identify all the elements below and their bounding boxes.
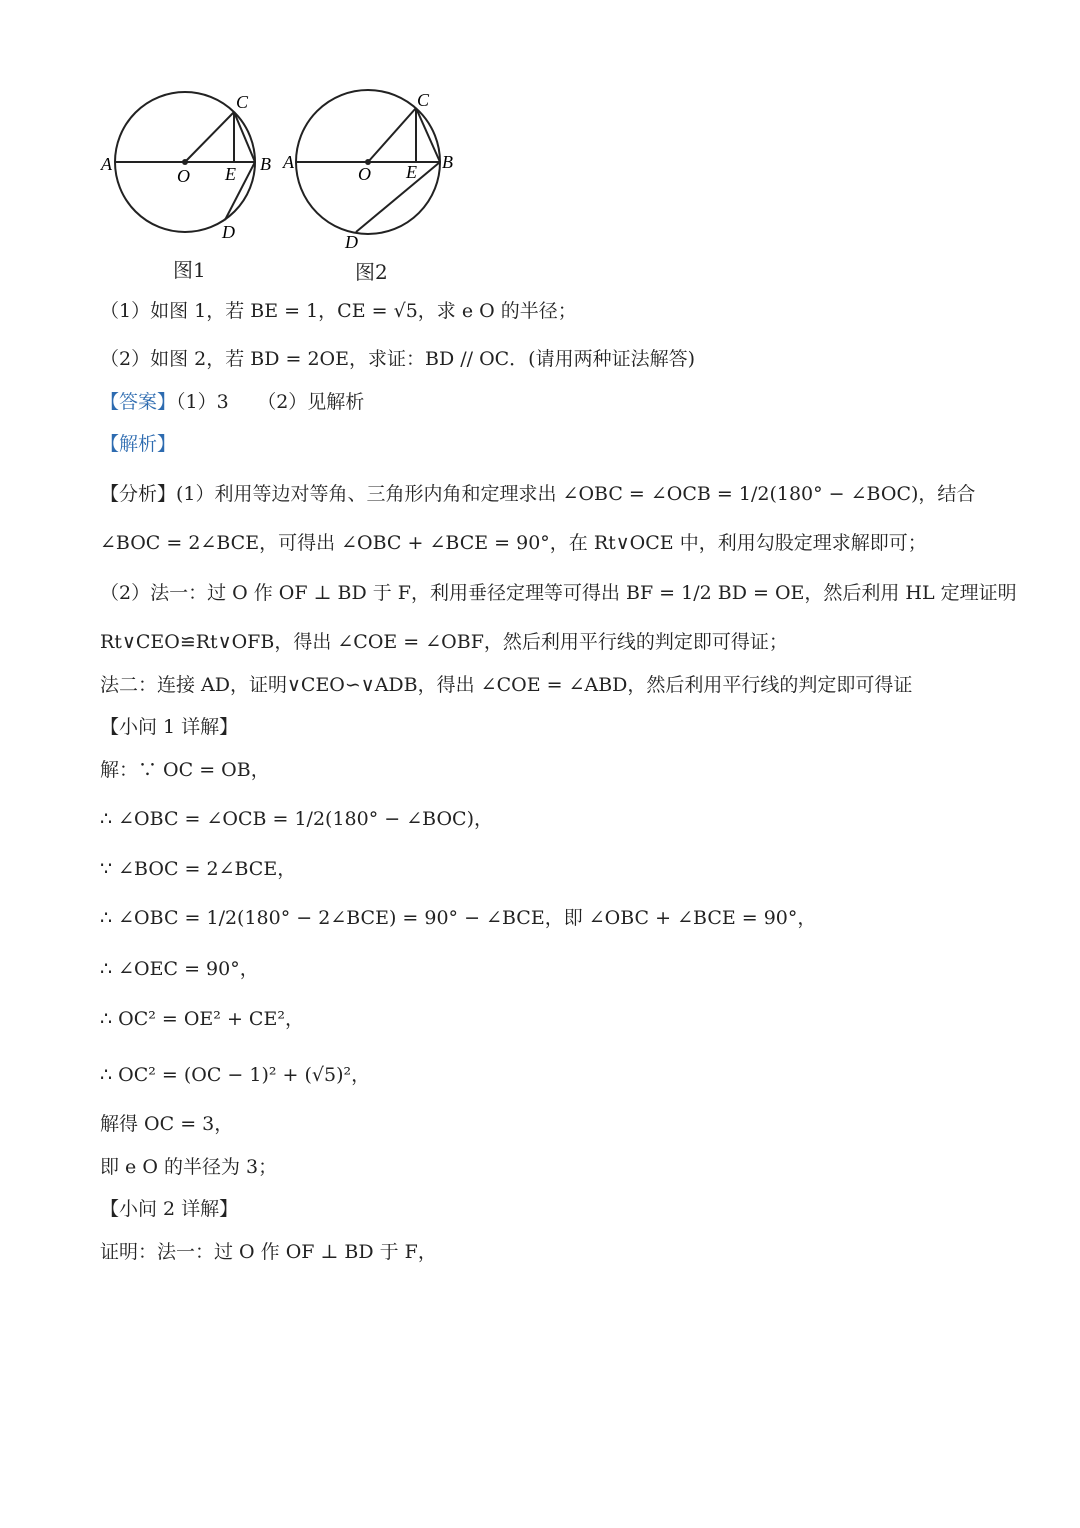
part1-step-3: ∵ ∠BOC = 2∠BCE， (100, 858, 297, 880)
label-b-fig2: B (442, 152, 453, 172)
label-c-fig2: C (417, 90, 430, 110)
label-e-fig2: E (406, 162, 417, 182)
analysis-line-3: （2）法一：过 O 作 OF ⊥ BD 于 F，利用垂径定理等可得出 BF = 1/2 BD = OE，然后利用 HL 定理证明 (100, 582, 1017, 604)
figure-1-caption: 图1 (173, 258, 206, 282)
label-a-fig1: A (101, 154, 112, 174)
figure-2 (280, 85, 470, 255)
segment-oc-fig2 (368, 108, 416, 162)
question-1: （1）如图 1，若 BE = 1，CE = √5，求 e O 的半径； (100, 300, 577, 322)
part1-step-4: ∴ ∠OBC = 1/2(180° − 2∠BCE) = 90° − ∠BCE，即 ∠OBC + ∠BCE = 90°， (100, 907, 817, 929)
answer-text: （1）3 （2）见解析 (176, 391, 365, 413)
part1-step-8: 解得 OC = 3， (100, 1113, 234, 1135)
label-b-fig1: B (260, 154, 271, 174)
analysis-line-4: Rt∨CEO≌Rt∨OFB，得出 ∠COE = ∠OBF，然后利用平行线的判定即可得证； (100, 631, 788, 653)
part1-step-2: ∴ ∠OBC = ∠OCB = 1/2(180° − ∠BOC)， (100, 808, 493, 830)
figure-2-caption: 图2 (355, 260, 388, 284)
part1-title: 【小问 1 详解】 (100, 716, 239, 738)
label-a-fig2: A (283, 152, 294, 172)
segment-cb-fig1 (234, 112, 255, 162)
analysis-line-5: 法二：连接 AD，证明∨CEO∽∨ADB，得出 ∠COE = ∠ABD，然后利用平行线的判定即可得证 (100, 674, 913, 696)
label-d-fig2: D (345, 232, 358, 252)
answer-row (100, 388, 364, 416)
label-d-fig1: D (222, 222, 235, 242)
part1-step-7: ∴ OC² = (OC − 1)² + (√5)²， (100, 1064, 371, 1086)
part2-title: 【小问 2 详解】 (100, 1198, 239, 1220)
part1-step-1: 解：∵ OC = OB， (100, 759, 270, 781)
center-dot-fig1 (182, 159, 188, 165)
label-o-fig2: O (358, 164, 371, 184)
part1-step-6: ∴ OC² = OE² + CE²， (100, 1008, 304, 1030)
label-o-fig1: O (177, 166, 190, 186)
label-e-fig1: E (225, 164, 236, 184)
part1-step-5: ∴ ∠OEC = 90°， (100, 958, 259, 980)
answer-tag: 【答案】 (100, 391, 177, 413)
analysis-tag: 【解析】 (100, 433, 177, 455)
figure-1 (95, 85, 285, 255)
segment-oc-fig1 (185, 112, 234, 162)
question-2: （2）如图 2，若 BD = 2OE，求证：BD // OC．(请用两种证法解答) (100, 348, 696, 370)
label-c-fig1: C (236, 92, 249, 112)
segment-cb-fig2 (416, 108, 440, 162)
part1-step-9: 即 e O 的半径为 3； (100, 1156, 278, 1178)
analysis-line-1: 【分析】(1）利用等边对等角、三角形内角和定理求出 ∠OBC = ∠OCB = 1/2(180° − ∠BOC)，结合 (100, 483, 976, 505)
analysis-line-2: ∠BOC = 2∠BCE，可得出 ∠OBC + ∠BCE = 90°，在 Rt∨OCE 中，利用勾股定理求解即可； (100, 532, 927, 554)
part2-step-1: 证明：法一：过 O 作 OF ⊥ BD 于 F， (100, 1241, 437, 1263)
